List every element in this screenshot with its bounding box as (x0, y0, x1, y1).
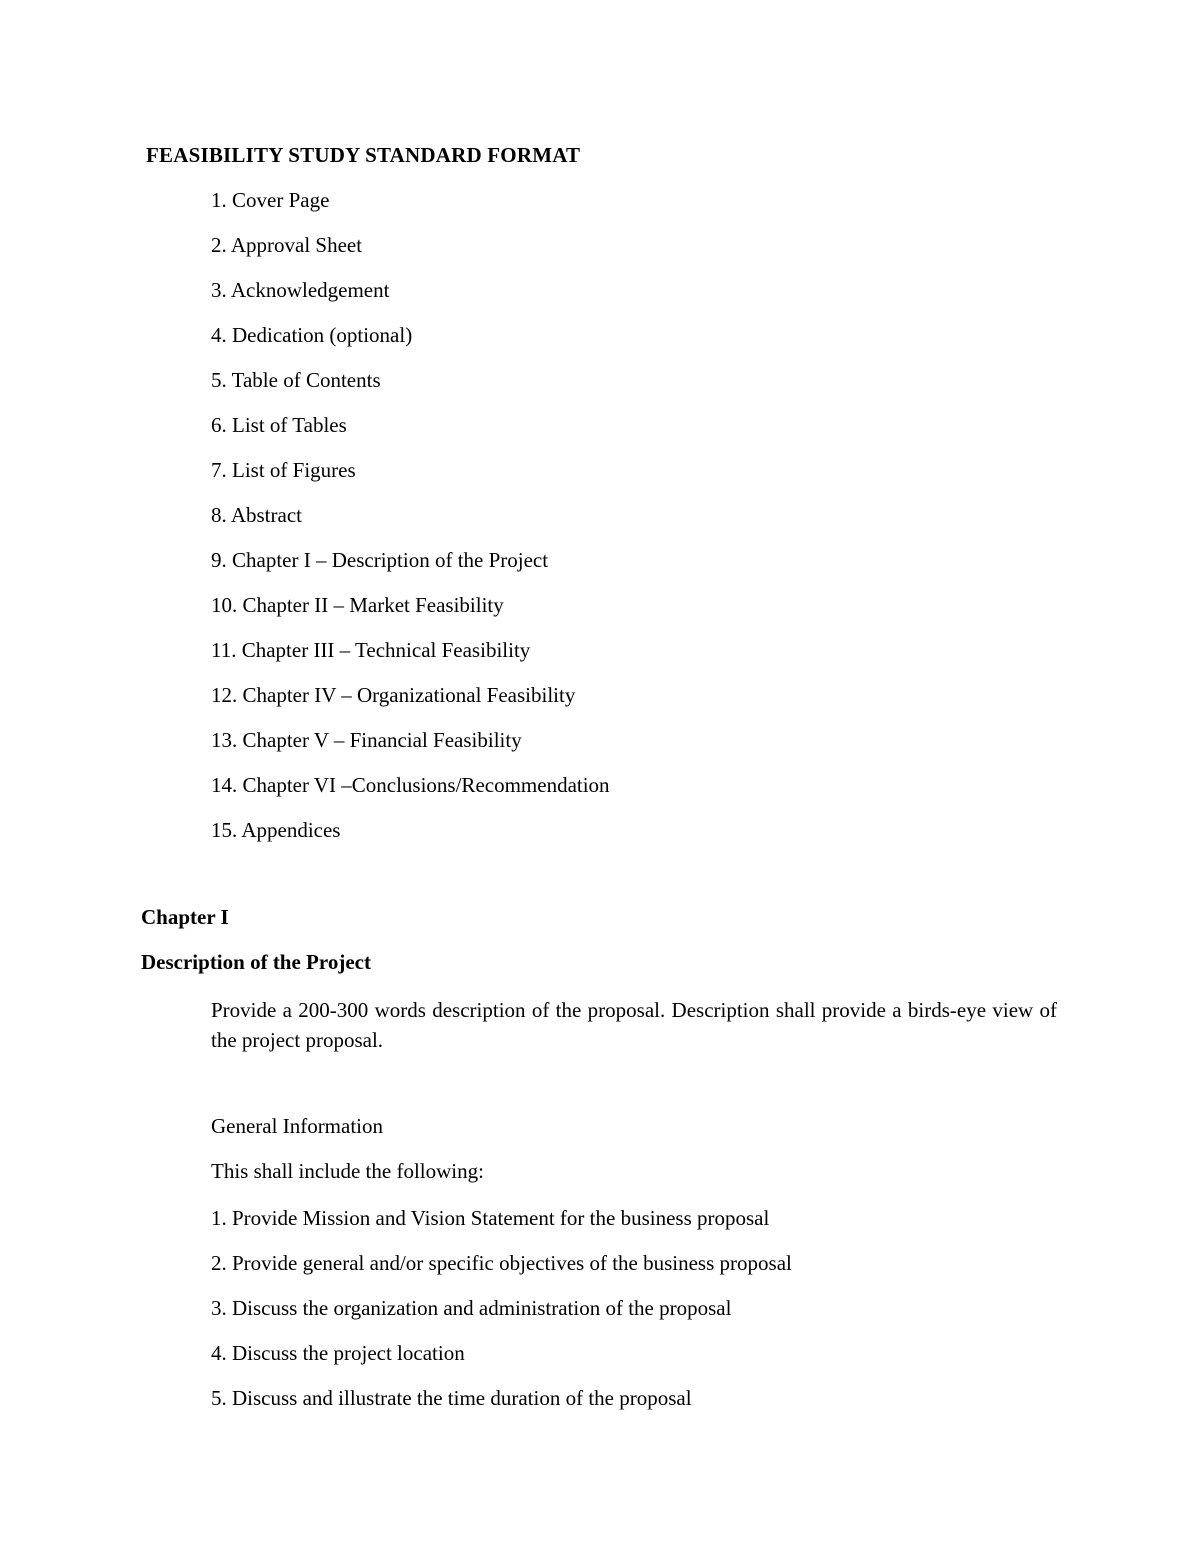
general-information-intro: This shall include the following: (211, 1159, 484, 1183)
list-item: 10. Chapter II – Market Feasibility (211, 593, 504, 617)
list-item: 6. List of Tables (211, 413, 347, 437)
list-item: 5. Table of Contents (211, 368, 381, 392)
list-item: 4. Dedication (optional) (211, 323, 413, 347)
list-item: 9. Chapter I – Description of the Project (211, 548, 549, 572)
list-item: 11. Chapter III – Technical Feasibility (211, 638, 531, 662)
list-item: 8. Abstract (211, 503, 302, 527)
contents-list (211, 186, 610, 861)
list-item: 12. Chapter IV – Organizational Feasibility (211, 683, 576, 707)
chapter-number-heading: Chapter I (141, 905, 229, 929)
general-information-list (211, 1204, 792, 1429)
list-item: 1. Provide Mission and Vision Statement for the business proposal (211, 1206, 770, 1230)
list-item: 5. Discuss and illustrate the time duration of the proposal (211, 1386, 692, 1410)
list-item: 4. Discuss the project location (211, 1341, 465, 1365)
list-item: 7. List of Figures (211, 458, 356, 482)
description-paragraph: Provide a 200-300 words description of the proposal. Description shall provide a birds-eye view of the project proposal. (211, 998, 1057, 1052)
general-information-heading: General Information (211, 1114, 384, 1138)
list-item: 3. Discuss the organization and administration of the proposal (211, 1296, 732, 1320)
document-title: FEASIBILITY STUDY STANDARD FORMAT (146, 143, 581, 167)
list-item: 2. Approval Sheet (211, 233, 363, 257)
list-item: 1. Cover Page (211, 188, 330, 212)
list-item: 13. Chapter V – Financial Feasibility (211, 728, 522, 752)
list-item: 14. Chapter VI –Conclusions/Recommendation (211, 773, 610, 797)
chapter-title-heading: Description of the Project (141, 950, 371, 974)
list-item: 15. Appendices (211, 818, 341, 842)
list-item: 3. Acknowledgement (211, 278, 390, 302)
list-item: 2. Provide general and/or specific objectives of the business proposal (211, 1251, 792, 1275)
